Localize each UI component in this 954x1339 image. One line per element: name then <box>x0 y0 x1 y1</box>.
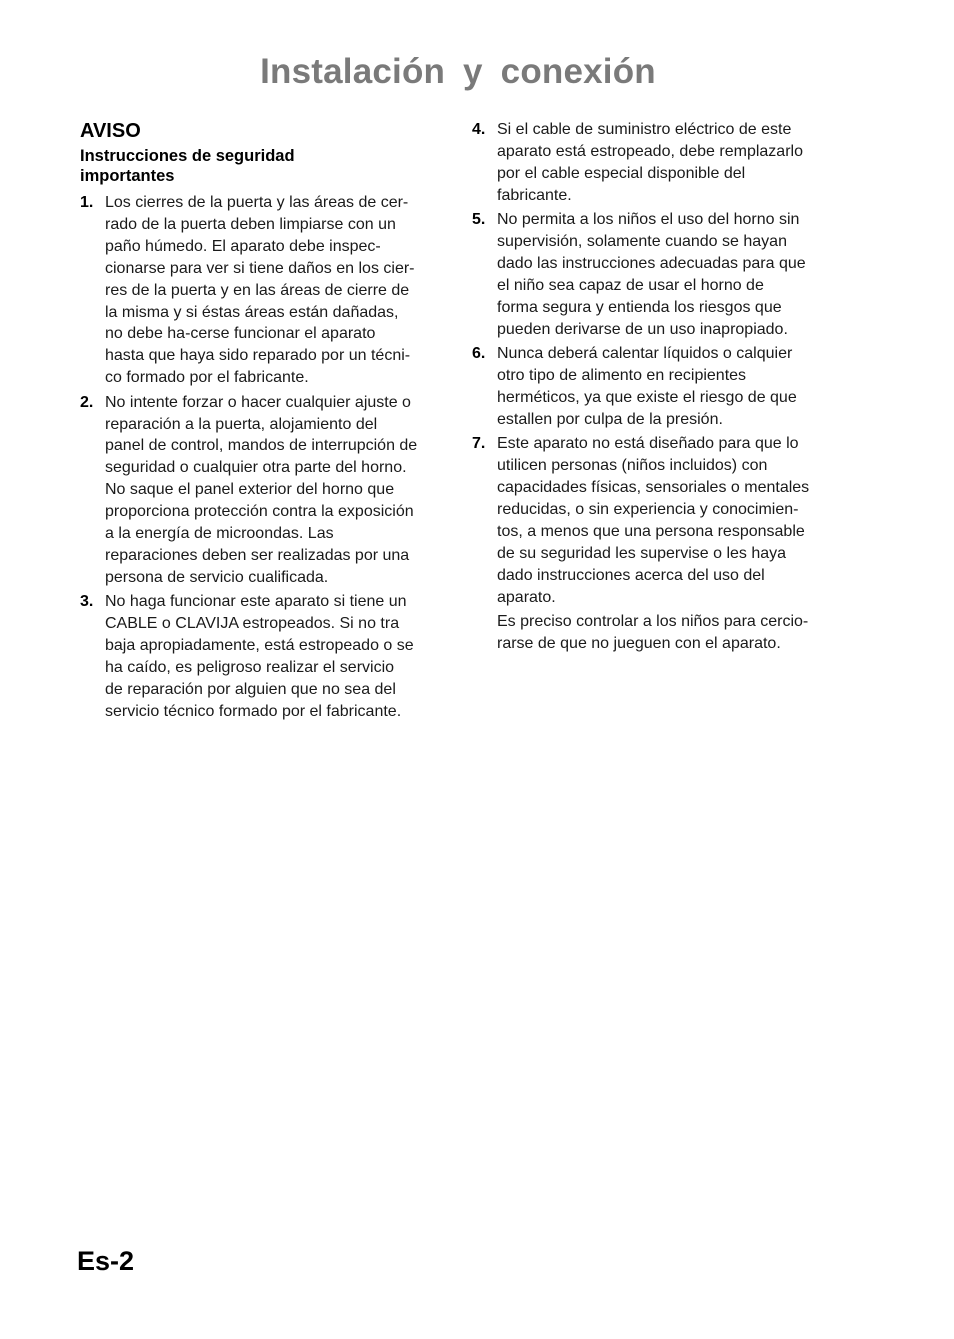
list-item-number: 5. <box>472 211 486 229</box>
safety-instructions-subheading: Instrucciones de seguridad importantes <box>80 147 295 185</box>
list-item-text: Este aparato no está diseñado para que lo utilicen personas (niños incluidos) con capacidades físicas, sensoriales o mentales reducidas, o sin experiencia y conocimien- tos, a menos que una persona responsable de su seguridad les supervise o les haya dado instrucciones acerca del uso del aparato. <box>497 435 810 606</box>
list-item <box>80 392 452 589</box>
list-item <box>80 192 452 389</box>
list-item-number: 2. <box>80 393 94 411</box>
supervision-note: Es preciso controlar a los niños para cercio- rarse de que no jueguen con el aparato. <box>497 613 809 653</box>
list-item <box>472 119 844 207</box>
left-column <box>80 119 452 725</box>
warning-heading: AVISO <box>80 120 141 142</box>
safety-list-right <box>472 119 844 608</box>
list-item-number: 1. <box>80 194 94 211</box>
list-item <box>472 433 844 608</box>
list-item-number: 4. <box>472 121 486 138</box>
list-item-number: 3. <box>80 593 94 611</box>
list-item-number: 6. <box>472 345 486 363</box>
right-column <box>472 119 844 671</box>
list-item <box>472 209 844 340</box>
list-item <box>80 591 452 722</box>
list-item <box>472 343 844 431</box>
list-item-text: Nunca deberá calentar líquidos o calquier otro tipo de alimento en recipientes herméticos, ya que existe el riesgo de que estallen por culpa de la presión. <box>497 345 797 428</box>
safety-list-left <box>80 192 452 723</box>
list-item-text: No intente forzar o hacer cualquier ajuste o reparación a la puerta, alojamiento del panel de control, mandos de interrupción de seguridad o cualquier otra parte del horno. No saque el panel exterior del horno que proporciona protección contra la exposición a la energía de microondas. Las reparaciones deben ser realizadas por una persona de servicio cualificada. <box>105 393 418 586</box>
list-item-number: 7. <box>472 435 486 453</box>
list-item-text: No haga funcionar este aparato si tiene un CABLE o CLAVIJA estropeados. Si no tra baja apropiadamente, está estropeado o se ha caído, es peligroso realizar el servicio de reparación por alguien que no sea del servicio técnico formado por el fabricante. <box>105 593 414 720</box>
list-item-text: Si el cable de suministro eléctrico de este aparato está estropeado, debe remplazarlo por el cable especial disponible del fabricante. <box>497 121 803 204</box>
page-number: Es-2 <box>77 1246 135 1276</box>
list-item-text: No permita a los niños el uso del horno sin supervisión, solamente cuando se hayan dado las instrucciones adecuadas para que el niño sea capaz de usar el horno de forma segura y entienda los riesgos que pueden derivarse de un uso inapropiado. <box>497 211 806 338</box>
list-item-text: Los cierres de la puerta y las áreas de cer- rado de la puerta deben limpiarse con un paño húmedo. El aparato debe inspec- cionarse para ver si tiene daños en los cier- res de la puerta y en las áreas de cierre de la misma y si éstas áreas están dañadas, no debe ha-cerse funcionar el aparato hasta que haya sido reparado por un técni- co formado por el fabricante. <box>105 194 415 387</box>
page-title: Instalación y conexión <box>260 52 656 91</box>
